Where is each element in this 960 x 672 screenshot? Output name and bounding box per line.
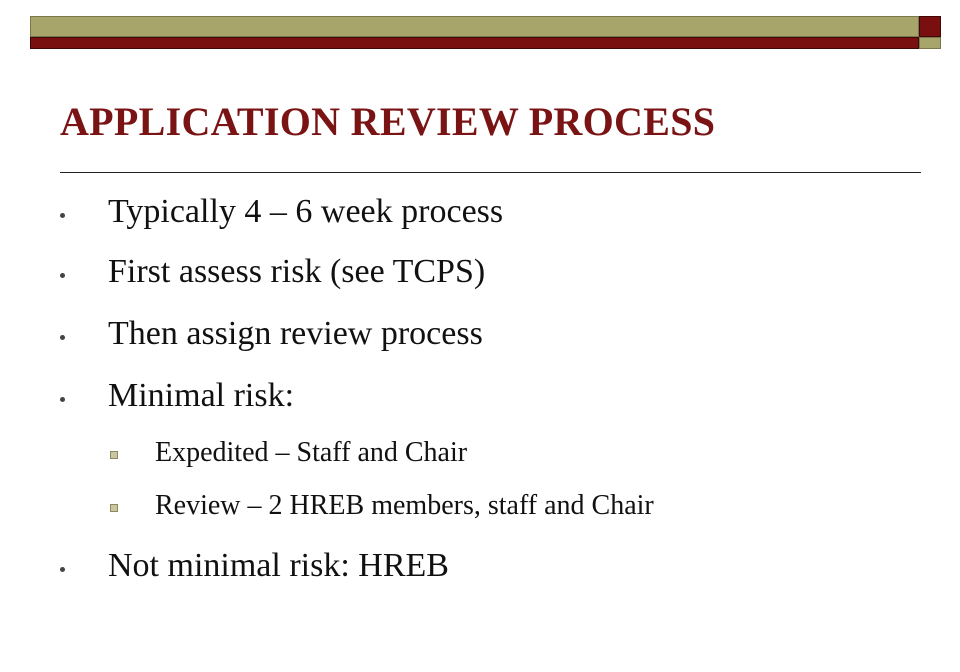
bullet-item: Not minimal risk: HREB (108, 547, 449, 584)
bullet-item: Minimal risk: (108, 377, 295, 414)
dot-bullet-icon (60, 213, 65, 218)
square-bullet-icon (110, 451, 118, 459)
dot-bullet-icon (60, 567, 65, 572)
dot-bullet-icon (60, 397, 65, 402)
dot-bullet-icon (60, 273, 65, 278)
sub-bullet-item: Review – 2 HREB members, staff and Chair (155, 490, 654, 521)
dot-bullet-icon (60, 335, 65, 340)
bullet-item: First assess risk (see TCPS) (108, 253, 486, 290)
bullet-item: Typically 4 – 6 week process (108, 193, 504, 230)
bullet-item: Then assign review process (108, 315, 483, 352)
square-bullet-icon (110, 504, 118, 512)
slide-title: APPLICATION REVIEW PROCESS (60, 99, 716, 144)
sub-bullet-item: Expedited – Staff and Chair (155, 437, 468, 468)
